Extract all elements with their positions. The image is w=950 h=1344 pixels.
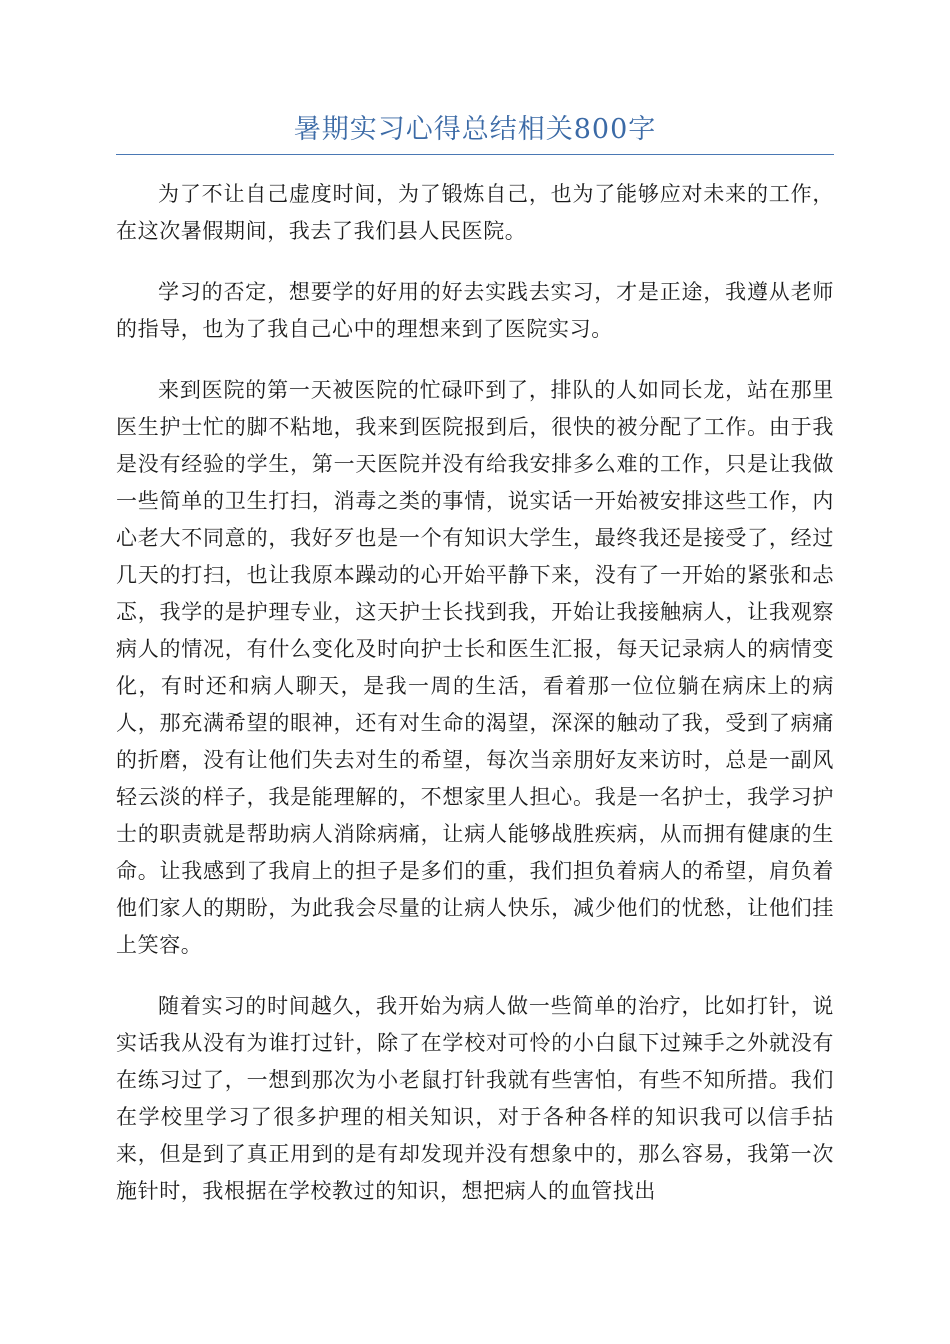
document-title: 暑期实习心得总结相关800字 [293, 114, 657, 145]
paragraph-4: 随着实习的时间越久，我开始为病人做一些简单的治疗，比如打针，说实话我从没有为谁打过针，除了在学校对可怜的小白鼠下过辣手之外就没有在练习过了，一想到那次为小老鼠打针我就有些害怕，有些不知所措。我们在学校里学习了很多护理的相关知识，对于各种各样的知识我可以信手拈来，但是到了真正用到的是有却发现并没有想象中的，那么容易，我第一次施针时，我根据在学校教过的知识，想把病人的血管找出 [116, 994, 834, 1203]
paragraph-1: 为了不让自己虚度时间，为了锻炼自己，也为了能够应对未来的工作，在这次暑假期间，我去了我们县人民医院。 [116, 182, 834, 243]
title-underline [116, 154, 834, 155]
paragraph-3: 来到医院的第一天被医院的忙碌吓到了，排队的人如同长龙，站在那里医生护士忙的脚不粘地，我来到医院报到后，很快的被分配了工作。由于我是没有经验的学生，第一天医院并没有给我安排多么难的工作，只是让我做一些简单的卫生打扫，消毒之类的事情，说实话一开始被安排这些工作，内心老大不同意的，我好歹也是一个有知识大学生，最终我还是接受了，经过几天的打扫，也让我原本躁动的心开始平静下来，没有了一开始的紧张和忐忑，我学的是护理专业，这天护士长找到我，开始让我接触病人，让我观察病人的情况，有什么变化及时向护士长和医生汇报，每天记录病人的病情变化，有时还和病人聊天，是我一周的生活，看着那一位位躺在病床上的病人，那充满希望的眼神，还有对生命的渴望，深深的触动了我，受到了病痛的折磨，没有让他们失去对生的希望，每次当亲朋好友来访时，总是一副风轻云淡的样子，我是能理解的，不想家里人担心。我是一名护士，我学习护士的职责就是帮助病人消除病痛，让病人能够战胜疾病，从而拥有健康的生命。让我感到了我肩上的担子是多们的重，我们担负着病人的希望，肩负着他们家人的期盼，为此我会尽量的让病人快乐，减少他们的忧愁，让他们挂上笑容。 [116, 378, 834, 957]
document-body [116, 176, 834, 1234]
paragraph-2: 学习的否定，想要学的好用的好去实践去实习，才是正途，我遵从老师的指导，也为了我自己心中的理想来到了医院实习。 [116, 280, 834, 341]
